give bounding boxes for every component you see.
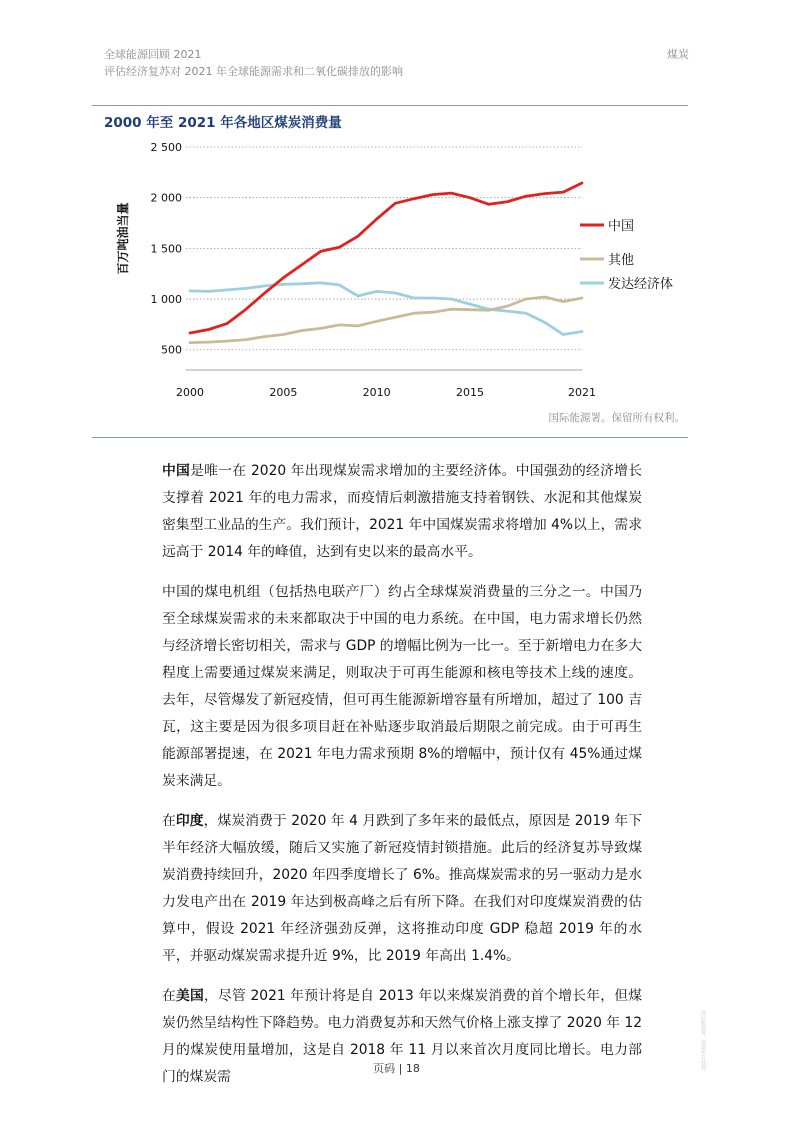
y-tick-label: 1 000 xyxy=(150,293,182,307)
section-label: 煤炭 xyxy=(667,48,689,61)
side-watermark: 国际能源署。保留所有权利。 xyxy=(700,1010,706,1075)
report-subtitle: 评估经济复苏对 2021 年全球能源需求和二氧化碳排放的影响 xyxy=(104,65,403,78)
y-tick-label: 1 500 xyxy=(150,242,182,256)
figure-credit: 国际能源署。保留所有权利。 xyxy=(548,412,685,424)
report-header xyxy=(104,46,403,80)
paragraph-china-power: 中国的煤电机组（包括热电联产厂）约占全球煤炭消费量的三分之一。中国乃至全球煤炭需求的未来都取决于中国的电力系统。在中国，电力需求增长仍然与经济增长密切相关，需求与 GDP 的增幅比例为一比一。至于新增电力在多大程度上需要通过煤炭来满足，则取决于可再生能源和核电等技术上线的速度。去年，尽管爆发了新冠疫情，但可再生能源新增容量有所增加，超过了 100 吉瓦，这主要是因为很多项目赶在补贴逐步取消最后期限之前完成。由于可再生能源部署提速，在 2021 年电力需求预期 8%的增幅中，预计仅有 45%通过煤炭来满足。 xyxy=(162,584,642,789)
x-tick-label: 2021 xyxy=(568,386,596,399)
x-tick-label: 2000 xyxy=(176,386,204,399)
x-tick-label: 2005 xyxy=(269,386,298,399)
lead-word: 印度 xyxy=(175,813,204,829)
lead-word: 美国 xyxy=(176,988,204,1004)
series-line-3 xyxy=(190,283,582,335)
lead-word: 中国 xyxy=(162,463,191,479)
x-tick-label: 2015 xyxy=(456,386,484,399)
series-line-1 xyxy=(190,183,582,333)
legend-label: 中国 xyxy=(608,219,635,234)
body-text xyxy=(162,458,642,1104)
y-axis-label: 百万吨油当量 xyxy=(116,202,130,275)
coal-consumption-chart xyxy=(92,135,702,410)
legend-label: 发达经济体 xyxy=(608,277,674,292)
figure-top-rule xyxy=(92,105,688,106)
figure-bottom-rule xyxy=(92,437,688,438)
y-tick-label: 2 000 xyxy=(150,191,182,205)
paragraph-india: 在印度，煤炭消费于 2020 年 4 月跌到了多年来的最低点，原因是 2019 年下半年经济大幅放缓，随后又实施了新冠疫情封锁措施。此后的经济复苏导致煤炭消费持续回升，2020 年四季度增长了 6%。推高煤炭需求的另一驱动力是水力发电产出在 2019 年达到极高峰之后有所下降。在我们对印度煤炭消费的估算中，假设 2021 年经济强劲反弹，这将推动印度 GDP 稳超 2019 年的水平，并驱动煤炭需求提升近 9%，比 2019 年高出 1.4%。 xyxy=(162,813,643,964)
x-tick-label: 2010 xyxy=(362,386,391,399)
paragraph-us: 在美国，尽管 2021 年预计将是自 2013 年以来煤炭消费的首个增长年，但煤炭仍然呈结构性下降趋势。电力消费复苏和天然气价格上涨支撑了 2020 年 12 月的煤炭使用量增加，这是自 2018 年 11 月以来首次月度同比增长。电力部门的煤炭需 xyxy=(162,988,643,1085)
series-line-2 xyxy=(190,297,582,343)
legend-label: 其他 xyxy=(608,253,635,268)
page-number: 页码 | 18 xyxy=(373,1062,420,1075)
paragraph-china: 中国是唯一在 2020 年出现煤炭需求增加的主要经济体。中国强劲的经济增长支撑着 2021 年的电力需求，而疫情后刺激措施支持着钢铁、水泥和其他煤炭密集型工业品的生产。我们预计，2021 年中国煤炭需求将增加 4%以上，需求远高于 2014 年的峰值，达到有史以来的最高水平。 xyxy=(162,463,642,560)
report-title: 全球能源回顾 2021 xyxy=(104,48,202,61)
figure-title: 2000 年至 2021 年各地区煤炭消费量 xyxy=(104,115,342,131)
y-tick-label: 500 xyxy=(161,343,182,357)
y-tick-label: 2 500 xyxy=(150,141,182,154)
